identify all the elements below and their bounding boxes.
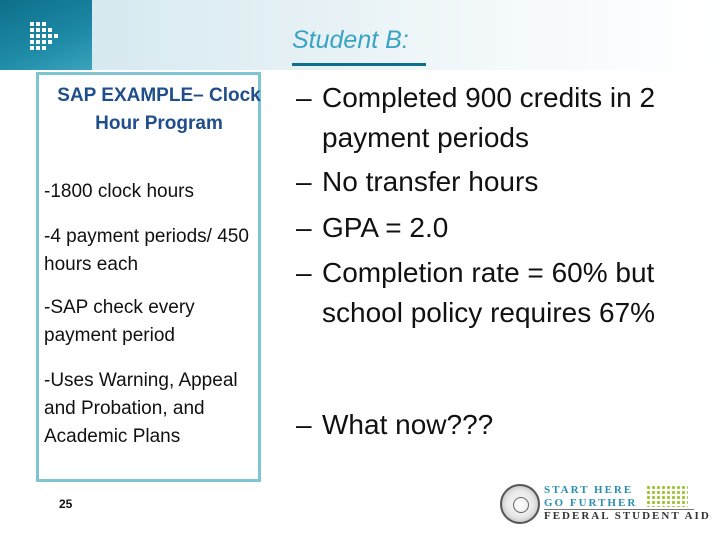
left-box-item: -1800 clock hours (44, 181, 194, 202)
left-box-item: -4 payment periods/ 450 hours each (44, 226, 249, 275)
bullet-text: What now??? (322, 409, 494, 440)
dot-pattern-icon (646, 485, 688, 507)
bullet-text: Completion rate = 60% but school policy requires 67% (322, 257, 656, 328)
left-box-item: -SAP check every payment period (44, 297, 195, 346)
left-box-item: -Uses Warning, Appeal and Probation, and Academic Plans (44, 370, 238, 447)
bullet-dash: – (296, 257, 312, 288)
bullet-item (296, 162, 720, 202)
bullet-dash: – (296, 82, 312, 113)
bullet-dash: – (296, 166, 312, 197)
logo-text-fsa: FEDERAL STUDENT AID (544, 510, 711, 522)
logo-text-start-here: START HERE (544, 484, 634, 496)
bullet-text: GPA = 2.0 (322, 212, 449, 243)
logo-text-go-further: GO FURTHER (544, 497, 638, 509)
department-seal-icon (500, 484, 540, 524)
page-number: 25 (59, 497, 73, 511)
corner-logo (0, 0, 92, 70)
title-underline (292, 63, 426, 66)
left-box-title: SAP EXAMPLE– Clock Hour Program (57, 85, 261, 134)
bullet-text: No transfer hours (322, 166, 539, 197)
bullet-dash: – (296, 212, 312, 243)
bullet-item (296, 253, 720, 333)
slide-title: Student B: (292, 26, 409, 54)
bullet-item (296, 208, 720, 248)
arrow-dots-icon (30, 20, 60, 50)
bullet-text: Completed 900 credits in 2 payment periods (322, 82, 656, 153)
bullet-item (296, 78, 720, 158)
bullet-dash: – (296, 409, 312, 440)
fsa-logo (500, 482, 711, 532)
bullet-item (296, 405, 720, 445)
